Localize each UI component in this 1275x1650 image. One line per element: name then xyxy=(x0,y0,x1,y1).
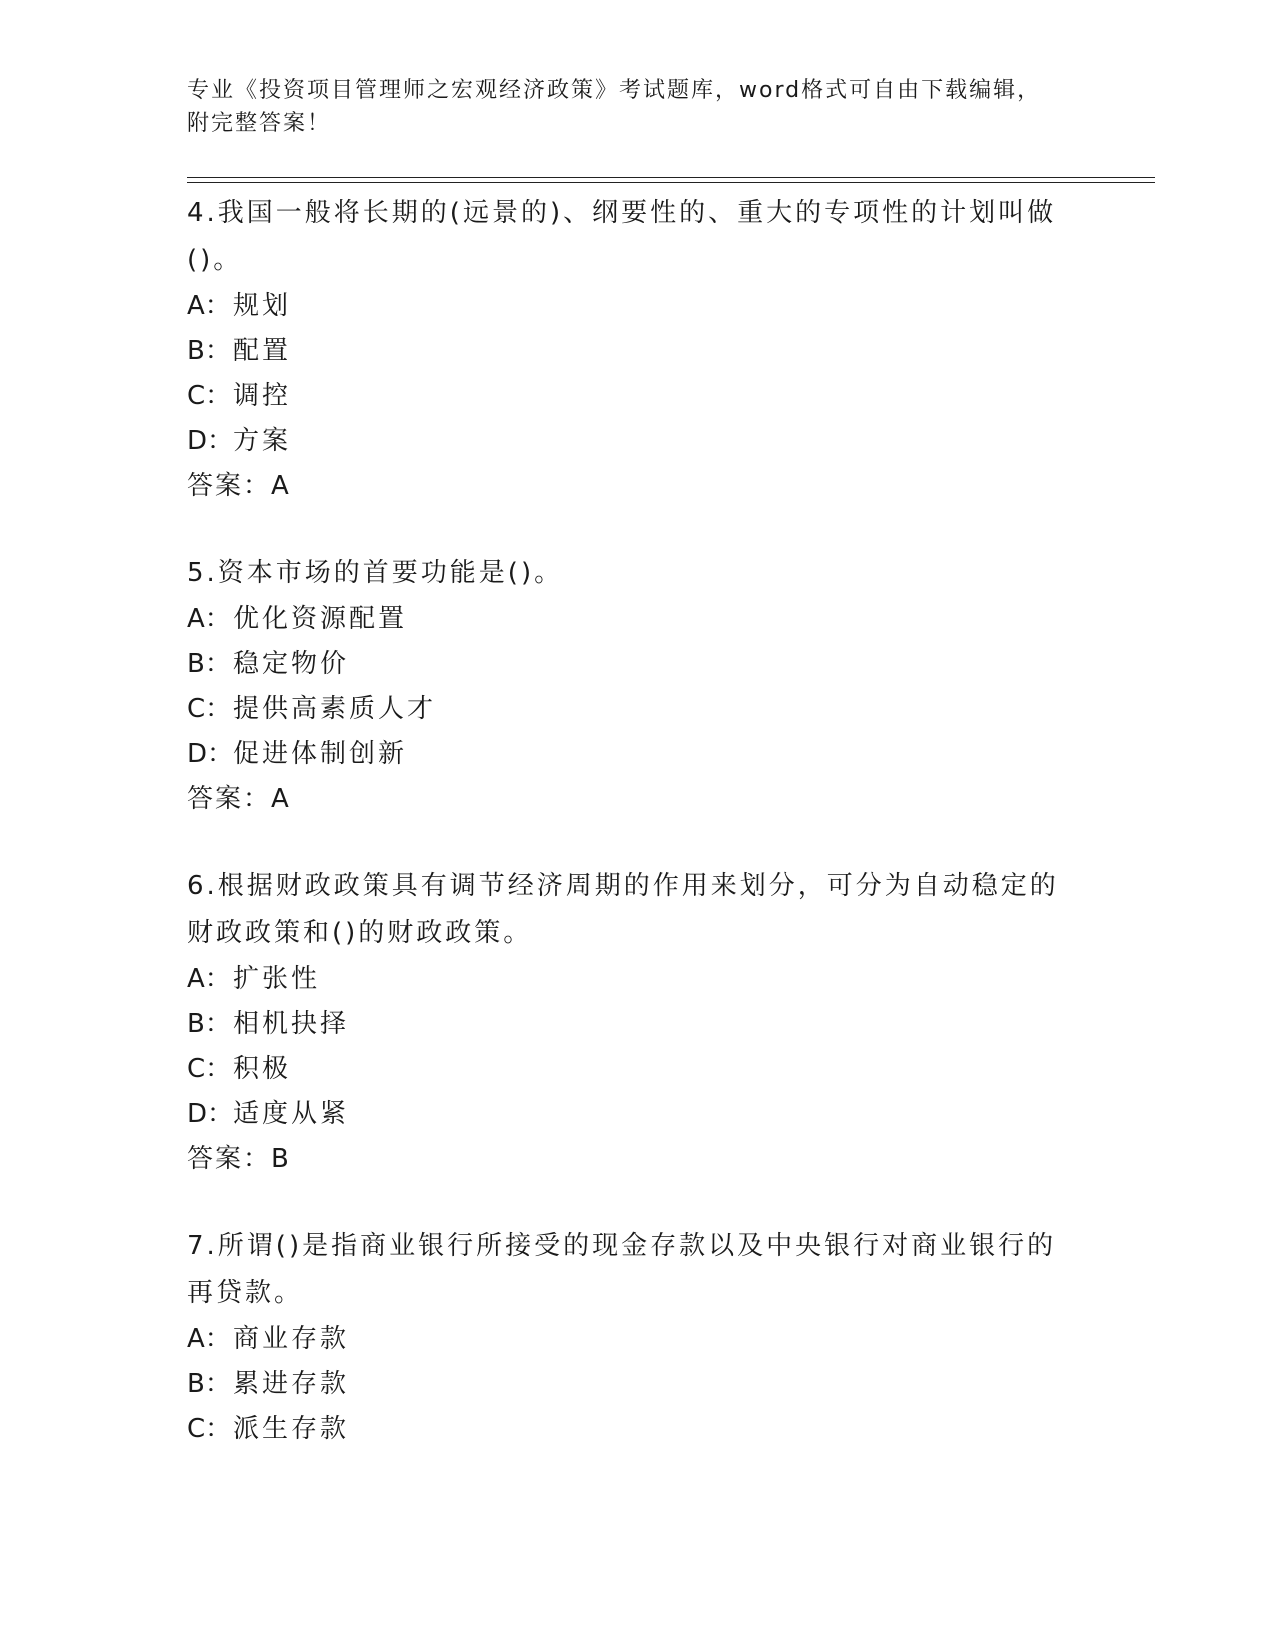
question-stem-line-1: 4.我国一般将长期的(远景的)、纲要性的、重大的专项性的计划叫做 xyxy=(187,198,1057,228)
question-5 xyxy=(187,550,1067,822)
option-text: 调控 xyxy=(233,381,292,411)
question-6 xyxy=(187,863,1067,1182)
question-list xyxy=(187,190,1067,1493)
option-text: 方案 xyxy=(233,426,292,456)
option-letter: B： xyxy=(187,1009,231,1039)
answer-label: 答案： xyxy=(187,784,272,814)
question-stem-line-1: 5.资本市场的首要功能是()。 xyxy=(187,558,564,588)
option-c xyxy=(187,687,1067,732)
answer-line xyxy=(187,1137,1067,1182)
answer-line xyxy=(187,777,1067,822)
option-a xyxy=(187,284,1067,329)
option-text: 规划 xyxy=(233,291,292,321)
question-stem-line-2: ()。 xyxy=(187,245,243,275)
answer-value: A xyxy=(271,784,290,814)
option-text: 提供高素质人才 xyxy=(233,694,437,724)
option-letter: C： xyxy=(187,1054,232,1084)
option-letter: B： xyxy=(187,1369,231,1399)
option-letter: B： xyxy=(187,336,231,366)
option-text: 适度从紧 xyxy=(233,1099,350,1129)
option-letter: D： xyxy=(187,426,234,456)
option-letter: A： xyxy=(187,604,231,634)
question-7 xyxy=(187,1223,1067,1452)
option-text: 优化资源配置 xyxy=(233,604,408,634)
option-b xyxy=(187,642,1067,687)
question-stem xyxy=(187,1223,1067,1317)
option-text: 促进体制创新 xyxy=(233,739,408,769)
answer-label: 答案： xyxy=(187,471,272,501)
option-text: 积极 xyxy=(233,1054,292,1084)
header-line-1: 专业《投资项目管理师之宏观经济政策》考试题库，word格式可自由下载编辑， xyxy=(187,78,1042,103)
option-b xyxy=(187,329,1067,374)
option-d xyxy=(187,419,1067,464)
option-a xyxy=(187,597,1067,642)
option-c xyxy=(187,1407,1067,1452)
option-letter: C： xyxy=(187,1414,232,1444)
option-text: 扩张性 xyxy=(233,964,321,994)
header-divider-top xyxy=(187,177,1155,178)
answer-value: B xyxy=(271,1144,290,1174)
option-text: 商业存款 xyxy=(233,1324,350,1354)
question-stem-line-1: 7.所谓()是指商业银行所接受的现金存款以及中央银行对商业银行的 xyxy=(187,1231,1057,1261)
document-header xyxy=(187,74,1087,140)
option-text: 派生存款 xyxy=(233,1414,350,1444)
option-letter: B： xyxy=(187,649,231,679)
header-line-2: 附完整答案！ xyxy=(187,111,332,136)
option-a xyxy=(187,1317,1067,1362)
option-letter: A： xyxy=(187,964,231,994)
option-letter: A： xyxy=(187,291,231,321)
option-letter: C： xyxy=(187,381,232,411)
option-d xyxy=(187,1092,1067,1137)
option-d xyxy=(187,732,1067,777)
question-stem xyxy=(187,190,1067,284)
question-stem xyxy=(187,550,1067,597)
option-b xyxy=(187,1362,1067,1407)
option-b xyxy=(187,1002,1067,1047)
answer-value: A xyxy=(271,471,290,501)
option-text: 累进存款 xyxy=(233,1369,350,1399)
option-a xyxy=(187,957,1067,1002)
option-c xyxy=(187,374,1067,419)
option-letter: A： xyxy=(187,1324,231,1354)
question-4 xyxy=(187,190,1067,509)
option-text: 配置 xyxy=(233,336,292,366)
option-c xyxy=(187,1047,1067,1092)
answer-label: 答案： xyxy=(187,1144,272,1174)
answer-line xyxy=(187,464,1067,509)
question-stem xyxy=(187,863,1067,957)
option-letter: D： xyxy=(187,1099,234,1129)
option-text: 相机抉择 xyxy=(233,1009,350,1039)
option-text: 稳定物价 xyxy=(233,649,350,679)
question-stem-line-1: 6.根据财政政策具有调节经济周期的作用来划分，可分为自动稳定的 xyxy=(187,871,1059,901)
question-stem-line-2: 再贷款。 xyxy=(187,1278,304,1308)
option-letter: D： xyxy=(187,739,234,769)
question-stem-line-2: 财政政策和()的财政政策。 xyxy=(187,918,533,948)
option-letter: C： xyxy=(187,694,232,724)
header-divider-bottom xyxy=(187,182,1155,183)
